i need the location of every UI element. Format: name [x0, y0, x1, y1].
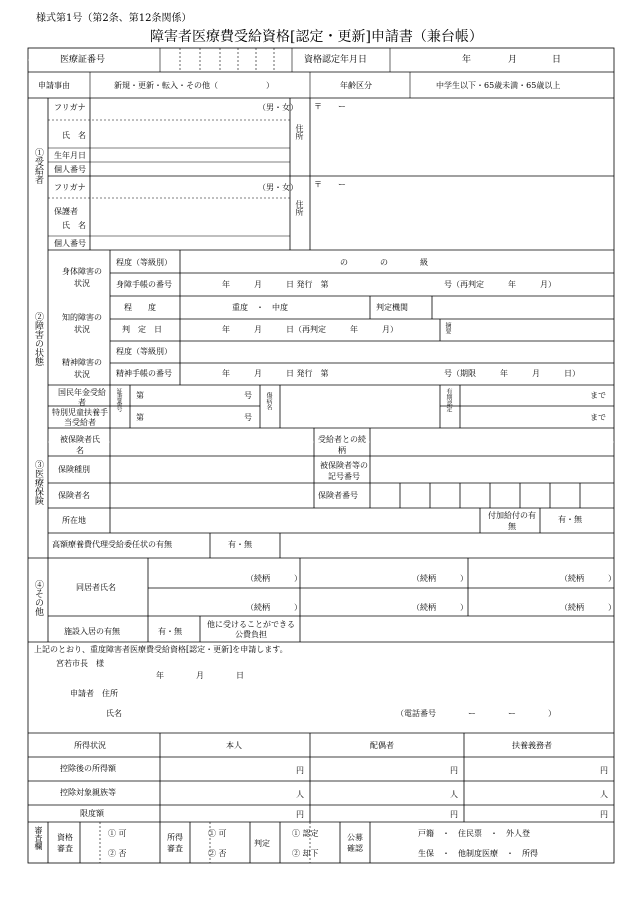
section-other: ④その他 [33, 580, 43, 616]
mental-issued[interactable]: 年 月 日 発行 第 [222, 369, 329, 378]
disease-name-label: 傷病名 [265, 392, 272, 410]
allowance-go: 号 [244, 413, 252, 422]
mental-grade-label: 程度（等級別） [116, 347, 172, 356]
eligibility-label: 資格審査 [57, 833, 73, 853]
cohabitant-relation-1[interactable]: （続柄 ） [246, 574, 302, 583]
other-subsidy-label: 他に受けることができる公費負担 [207, 620, 295, 639]
facility-yes-no[interactable]: 有・無 [158, 627, 182, 636]
gender-options[interactable]: （男・女） [258, 103, 298, 112]
pension-until: まで [590, 391, 606, 400]
reason-options[interactable]: 新規・更新・転入・その他（ ） [114, 81, 274, 90]
income-review-label: 所得審査 [167, 833, 183, 853]
medical-cert-no-label: 医療証番号 [60, 55, 106, 65]
yen-1: 円 [296, 766, 304, 775]
judge-date-label: 判 定 日 [122, 325, 162, 334]
guardian-address-label: 住所 [295, 200, 304, 216]
high-cost-yes-no[interactable]: 有・無 [228, 540, 252, 549]
dependents-label: 控除対象親族等 [60, 788, 116, 797]
judge-org-label: 判定機関 [376, 303, 408, 312]
income-review-ok[interactable]: ① 可 [208, 829, 227, 838]
yen-2: 円 [450, 766, 458, 775]
supplementary-yes-no[interactable]: 有・無 [558, 515, 582, 524]
eligibility-ng[interactable]: ② 否 [108, 849, 127, 858]
degree-value[interactable]: 重度 ・ 中度 [232, 303, 288, 312]
pension-go: 号 [244, 391, 252, 400]
allowance-until: まで [590, 413, 606, 422]
child-allowance-label: 特別児童扶養手当受給者 [52, 408, 108, 427]
yen-3: 円 [600, 766, 608, 775]
insured-name-label: 被保険者氏名 [60, 435, 100, 455]
guardian-furigana-label: フリガナ [54, 183, 86, 192]
intellectual-label: 知的障害の状況 [62, 313, 102, 334]
facility-label: 施設入居の有無 [64, 627, 120, 636]
cert-no-label: 証書番号 [115, 388, 122, 412]
high-cost-label: 高額療養費代理受給委任状の有無 [52, 540, 172, 549]
person-3: 人 [600, 790, 608, 799]
pension-label: 国民年金受給者 [58, 388, 106, 407]
applicant-name-label: 氏名 [106, 709, 122, 718]
income-supporter: 扶養義務者 [512, 741, 552, 750]
card-no-label: 被保険者等の記号番号 [320, 461, 368, 481]
income-review-ng[interactable]: ② 否 [208, 849, 227, 858]
yen-4: 円 [296, 810, 304, 819]
physical-rejudge[interactable]: 号（再判定 年 月） [444, 280, 556, 289]
declaration-date[interactable]: 年 月 日 [156, 671, 244, 680]
decision-approve[interactable]: ① 認定 [292, 829, 319, 838]
yen-6: 円 [600, 810, 608, 819]
name-label: 氏 名 [62, 131, 86, 140]
person-2: 人 [450, 790, 458, 799]
age-label: 年齢区分 [340, 81, 372, 90]
guardian-postal-code[interactable]: 〒 ー [314, 180, 346, 189]
insurer-no-label: 保険者番号 [318, 491, 358, 500]
income-header: 所得状況 [74, 741, 106, 750]
section-disability: ②障害の状態 [33, 312, 43, 366]
applicant-address-label: 申請者 住所 [70, 689, 118, 698]
insurance-type-label: 保険種別 [58, 465, 90, 474]
review-section: 審査欄 [34, 826, 43, 850]
guardian-name-label: 氏 名 [62, 221, 86, 230]
page-title: 障害者医療費受給資格[認定・更新]申請書（兼台帳） [150, 29, 483, 45]
public-check-label: 公募確認 [347, 833, 363, 853]
cohabitant-label: 同居者氏名 [76, 583, 116, 592]
insurer-name-label: 保険者名 [58, 491, 90, 500]
pension-dai: 第 [136, 391, 144, 400]
postal-code[interactable]: 〒 ー [314, 102, 346, 111]
guardian-label: 保護者 [54, 207, 78, 216]
address-label: 住所 [295, 124, 304, 140]
phone-label[interactable]: （電話番号 ー ー ） [396, 709, 556, 718]
limit-label: 限度額 [80, 809, 104, 818]
cert-month: 月 [508, 55, 518, 65]
after-deduction-label: 控除後の所得額 [60, 764, 116, 773]
supplementary-label: 付加給付の有無 [488, 511, 536, 531]
income-spouse: 配偶者 [370, 741, 394, 750]
cert-date-label: 資格認定年月日 [304, 55, 368, 65]
furigana-label: フリガナ [54, 103, 86, 112]
cert-day: 日 [552, 55, 562, 65]
section-insurance: ③医療保険 [33, 460, 43, 505]
decision-label: 判定 [254, 839, 270, 848]
income-self: 本人 [226, 741, 242, 750]
decision-reject[interactable]: ② 却下 [292, 849, 319, 858]
personal-no-label: 個人番号 [54, 165, 86, 174]
yen-5: 円 [450, 810, 458, 819]
remarks-label: 摘要 [444, 322, 451, 334]
physical-issued[interactable]: 年 月 日 発行 第 [222, 280, 329, 289]
physical-book-no-label: 身障手帳の番号 [116, 280, 172, 289]
dob-label: 生年月日 [54, 151, 86, 160]
reason-label: 申請事由 [38, 81, 70, 90]
person-1: 人 [296, 790, 304, 799]
declaration-text: 上記のとおり、重度障害者医療費受給資格[認定・更新]を申請します。 [34, 645, 288, 654]
mental-expiry[interactable]: 号（期限 年 月 日） [444, 369, 580, 378]
form-number: 様式第1号（第2条、第12条関係） [36, 13, 192, 24]
allowance-dai: 第 [136, 413, 144, 422]
cohabitant-relation-5[interactable]: （続柄 ） [412, 603, 468, 612]
cert-year: 年 [462, 55, 472, 65]
location-label: 所在地 [62, 516, 86, 525]
judge-date-value[interactable]: 年 月 日（再判定 年 月） [222, 325, 398, 334]
mental-label: 精神障害の状況 [62, 358, 102, 379]
cohabitant-relation-4[interactable]: （続柄 ） [246, 603, 302, 612]
physical-label: 身体障害の状況 [62, 267, 102, 288]
valid-period-label: 有期認定 [445, 388, 452, 412]
mental-book-no-label: 精神手帳の番号 [116, 369, 172, 378]
guardian-gender-options[interactable]: （男・女） [258, 183, 298, 192]
guardian-personal-no-label: 個人番号 [54, 239, 86, 248]
age-options[interactable]: 中学生以下・65歳未満・65歳以上 [436, 81, 561, 90]
degree-label: 程 度 [124, 303, 156, 312]
checks-row-1[interactable]: 戸籍 ・ 住民票 ・ 外人登 [418, 829, 530, 838]
eligibility-ok[interactable]: ① 可 [108, 829, 127, 838]
grade-value[interactable]: の の 級 [340, 258, 428, 267]
cohabitant-relation-2[interactable]: （続柄 ） [412, 574, 468, 583]
grade-label: 程度（等級別） [116, 258, 172, 267]
relation-label: 受給者との続柄 [318, 435, 366, 455]
cohabitant-relation-3[interactable]: （続柄 ） [560, 574, 616, 583]
mayor-addressee: 宮若市長 様 [56, 659, 104, 668]
cohabitant-relation-6[interactable]: （続柄 ） [560, 603, 616, 612]
checks-row-2[interactable]: 生保 ・ 他制度医療 ・ 所得 [418, 849, 538, 858]
section-recipient: ①受給者 [33, 148, 43, 184]
